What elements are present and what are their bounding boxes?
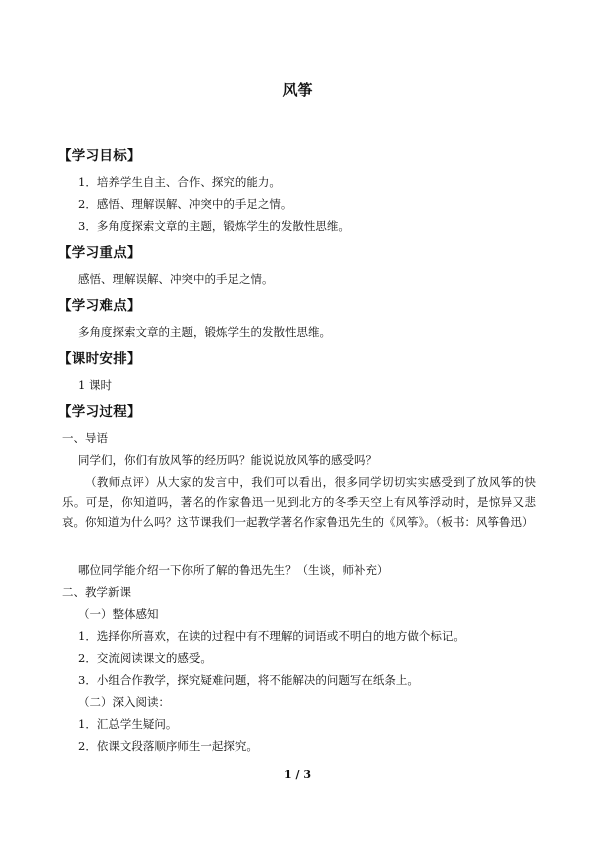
subsection-2-heading: （二）深入阅读： [78,695,170,709]
section-heading-schedule: 【课时安排】 [58,351,141,367]
difficulties-text: 多角度探索文章的主题，锻炼学生的发散性思维。 [78,325,331,339]
key-points-text: 感悟、理解误解、冲突中的手足之情。 [78,272,274,286]
goal-item-1: 1．培养学生自主、合作、探究的能力。 [78,175,281,189]
part1-paragraph-2: （教师点评）从大家的发言中，我们可以看出，很多同学切切实实感受到了放风筝的快乐。可是，你知道吗，著名的作家鲁迅一见到北方的冬季天空上有风筝浮动时，是惊异又悲哀。你知道为什么吗？这节课我们一起教学著名作家鲁迅先生的《风筝》。（板书：风筝鲁迅） [62,475,536,529]
schedule-text: 1 课时 [78,378,112,392]
goal-item-3: 3．多角度探索文章的主题，锻炼学生的发散性思维。 [78,219,350,233]
goal-item-2: 2．感悟、理解误解、冲突中的手足之情。 [78,197,293,211]
page-indicator: 1 / 3 [284,768,311,781]
subsection-1-item-3: 3．小组合作教学，探究疑难问题，将不能解决的问题写在纸条上。 [78,673,419,687]
part1-paragraph-1: 同学们，你们有放风筝的经历吗？能说说放风筝的感受吗？ [78,453,377,467]
section-heading-difficulties: 【学习难点】 [58,298,141,314]
part1-heading: 一、导语 [62,431,108,445]
section-heading-goals: 【学习目标】 [58,148,141,164]
part2-heading: 二、教学新课 [62,585,131,599]
part1-paragraph-3: 哪位同学能介绍一下你所了解的鲁迅先生？（生谈，师补充） [78,563,389,577]
section-heading-key-points: 【学习重点】 [58,245,141,261]
document-title: 风筝 [282,81,313,99]
subsection-1-item-2: 2．交流阅读课文的感受。 [78,651,212,665]
subsection-2-item-1: 1．汇总学生疑问。 [78,717,178,731]
section-heading-process: 【学习过程】 [58,404,141,420]
subsection-1-heading: （一）整体感知 [78,607,159,621]
subsection-1-item-1: 1．选择你所喜欢，在读的过程中有不理解的词语或不明白的地方做个标记。 [78,629,465,643]
subsection-2-item-2: 2．依课文段落顺序师生一起探究。 [78,739,258,753]
